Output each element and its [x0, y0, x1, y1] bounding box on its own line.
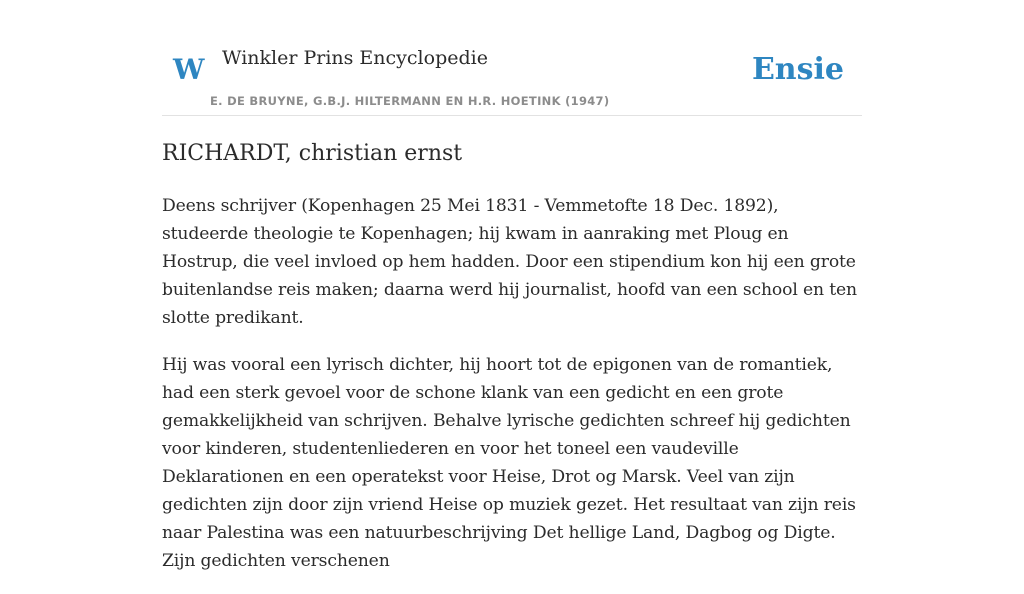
book-authors: E. DE BRUYNE, G.B.J. HILTERMANN EN H.R. HOETINK (1947) — [210, 94, 610, 108]
page — [162, 0, 862, 571]
entry-body — [162, 192, 862, 594]
header — [162, 0, 862, 116]
entry-paragraph: Hij was vooral een lyrisch dichter, hij hoort tot de epigonen van de romantiek, had een sterk gevoel voor de schone klank van een gedicht en een grote gemakkelijkheid van schrijven. Behalve lyrische gedichten schreef hij gedichten voor kinderen, studentenliederen en voor het toneel een vaudeville Deklarationen en een operatekst voor Heise, Drot og Marsk. Veel van zijn gedichten zijn door zijn vriend Heise op muziek gezet. Het resultaat van zijn reis naar Palestina was een natuurbeschrijving Det hellige Land, Dagbog og Digte. Zijn gedichten verschenen — [162, 355, 856, 571]
entry-title: RICHARDT, christian ernst — [162, 141, 463, 166]
ensie-logo-link[interactable]: Ensie — [751, 52, 844, 87]
encyclopedia-logo[interactable]: W — [173, 53, 205, 86]
entry-paragraph: Deens schrijver (Kopenhagen 25 Mei 1831 - Vemmetofte 18 Dec. 1892), studeerde theologie te Kopenhagen; hij kwam in aanraking met Ploug en Hostrup, die veel invloed op hem hadden. Door een stipendium kon hij een grote buitenlandse reis maken; daarna werd hij journalist, hoofd van een school en ten slotte predikant. — [162, 196, 857, 328]
book-title[interactable]: Winkler Prins Encyclopedie — [222, 47, 488, 69]
